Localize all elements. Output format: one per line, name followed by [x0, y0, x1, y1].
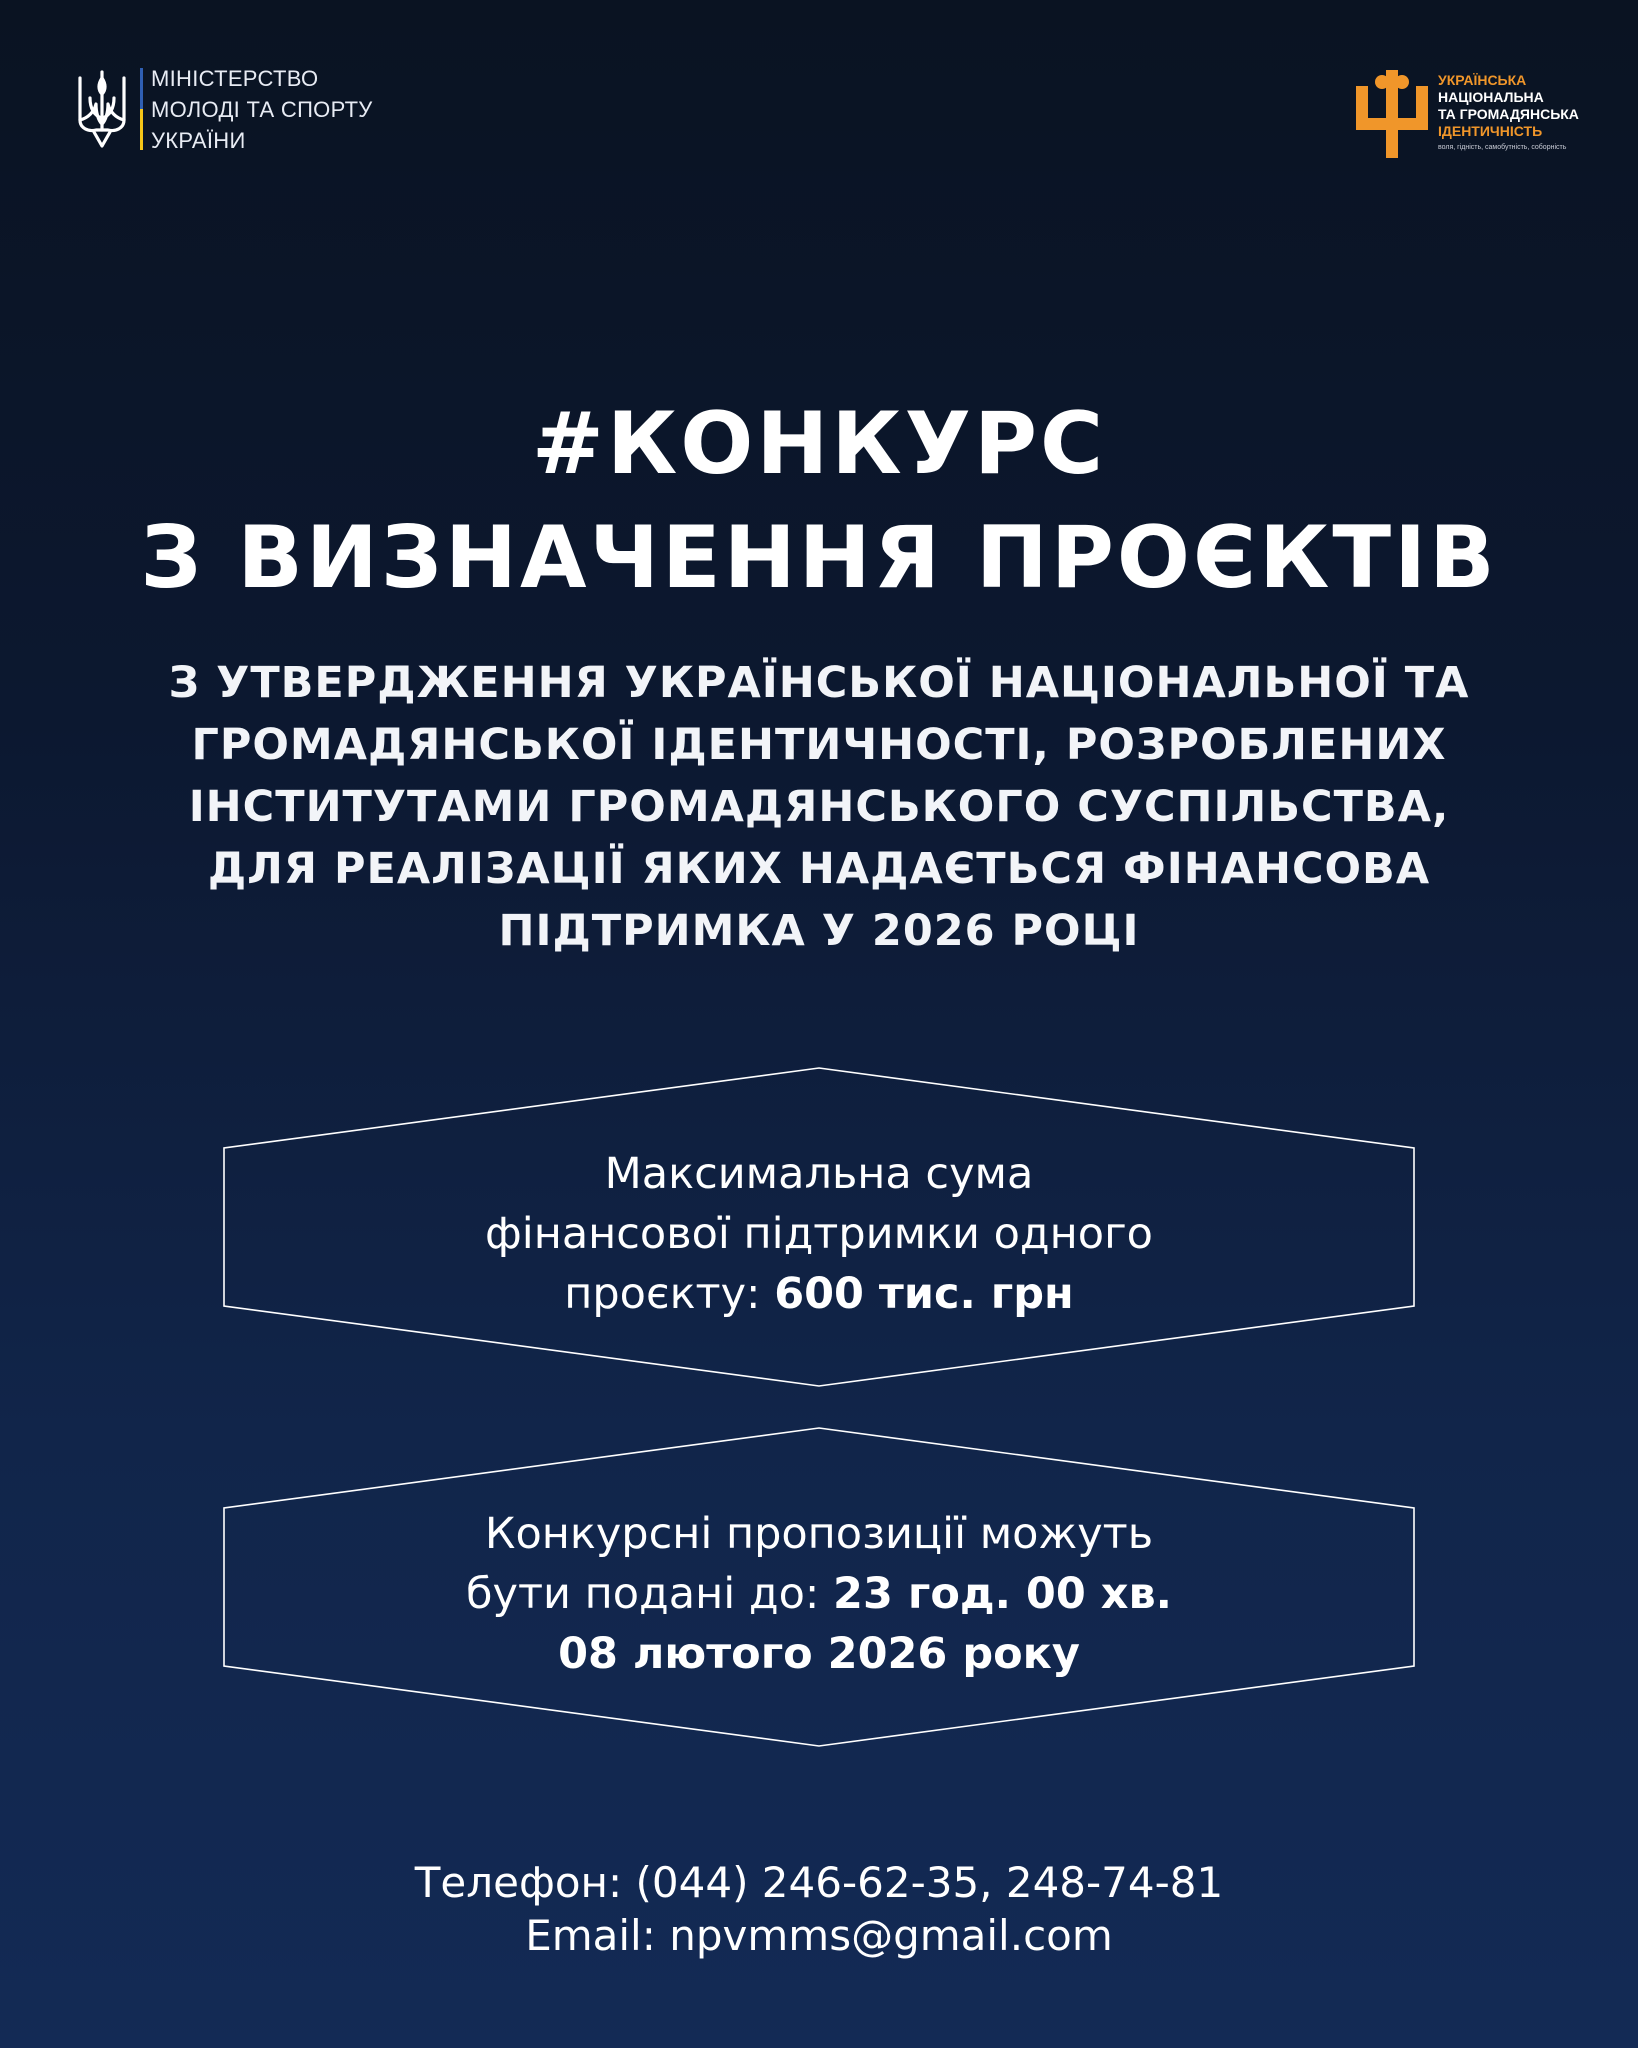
subtitle-line-1: З УТВЕРДЖЕННЯ УКРАЇНСЬКОЇ НАЦІОНАЛЬНОЇ ТА — [168, 658, 1470, 708]
subtitle-line-5: ПІДТРИМКА У 2026 РОЦІ — [498, 906, 1140, 956]
subtitle-line-3: ІНСТИТУТАМИ ГРОМАДЯНСЬКОГО СУСПІЛЬСТВА, — [188, 782, 1450, 832]
headline-hashtag: #КОНКУРС — [531, 394, 1107, 494]
max-amount-box — [222, 1066, 1416, 1388]
headline-title: З ВИЗНАЧЕННЯ ПРОЄКТІВ — [140, 508, 1498, 608]
max-amount-line-1: Максимальна сума — [604, 1149, 1034, 1199]
trident-icon — [74, 68, 130, 150]
deadline-date: 08 лютого 2026 року — [558, 1629, 1080, 1679]
identity-logo — [1352, 62, 1579, 158]
deadline-box — [222, 1426, 1416, 1748]
flag-divider — [140, 68, 143, 150]
identity-name — [1438, 72, 1579, 154]
ministry-name — [151, 63, 373, 156]
ministry-line-3: УКРАЇНИ — [151, 127, 246, 153]
identity-emblem-icon — [1352, 62, 1432, 158]
deadline-line-3 — [222, 1624, 1416, 1684]
max-amount-label: проєкту: — [564, 1269, 775, 1319]
deadline-line-1: Конкурсні пропозиції можуть — [484, 1509, 1154, 1559]
contact-phone: Телефон: (044) 246-62-35, 248-74-81 — [414, 1858, 1224, 1907]
max-amount-value: 600 тис. грн — [774, 1269, 1074, 1319]
identity-line-1: УКРАЇНСЬКА — [1438, 72, 1527, 88]
contacts — [0, 1856, 1638, 1962]
deadline-label: бути подані до: — [465, 1569, 834, 1619]
deadline-time: 23 год. 00 хв. — [833, 1569, 1172, 1619]
max-amount-line-2: фінансової підтримки одного — [485, 1209, 1153, 1259]
subtitle — [100, 652, 1538, 962]
max-amount-text — [222, 1144, 1416, 1324]
subtitle-line-2: ГРОМАДЯНСЬКОЇ ІДЕНТИЧНОСТІ, РОЗРОБЛЕНИХ — [191, 720, 1447, 770]
deadline-line-2 — [222, 1564, 1416, 1624]
ministry-line-1: МІНІСТЕРСТВО — [151, 65, 319, 91]
deadline-text — [222, 1504, 1416, 1684]
max-amount-line-3 — [222, 1264, 1416, 1324]
contact-email: Email: npvmms@gmail.com — [525, 1911, 1113, 1960]
identity-line-4: ІДЕНТИЧНІСТЬ — [1438, 123, 1543, 139]
subtitle-line-4: ДЛЯ РЕАЛІЗАЦІЇ ЯКИХ НАДАЄТЬСЯ ФІНАНСОВА — [207, 844, 1431, 894]
ministry-logo — [74, 64, 373, 154]
ministry-line-2: МОЛОДІ ТА СПОРТУ — [151, 96, 373, 122]
identity-line-3: ТА ГРОМАДЯНСЬКА — [1438, 106, 1579, 122]
identity-line-2: НАЦІОНАЛЬНА — [1438, 89, 1544, 105]
identity-slogan: воля, гідність, самобутність, соборність — [1438, 144, 1567, 151]
